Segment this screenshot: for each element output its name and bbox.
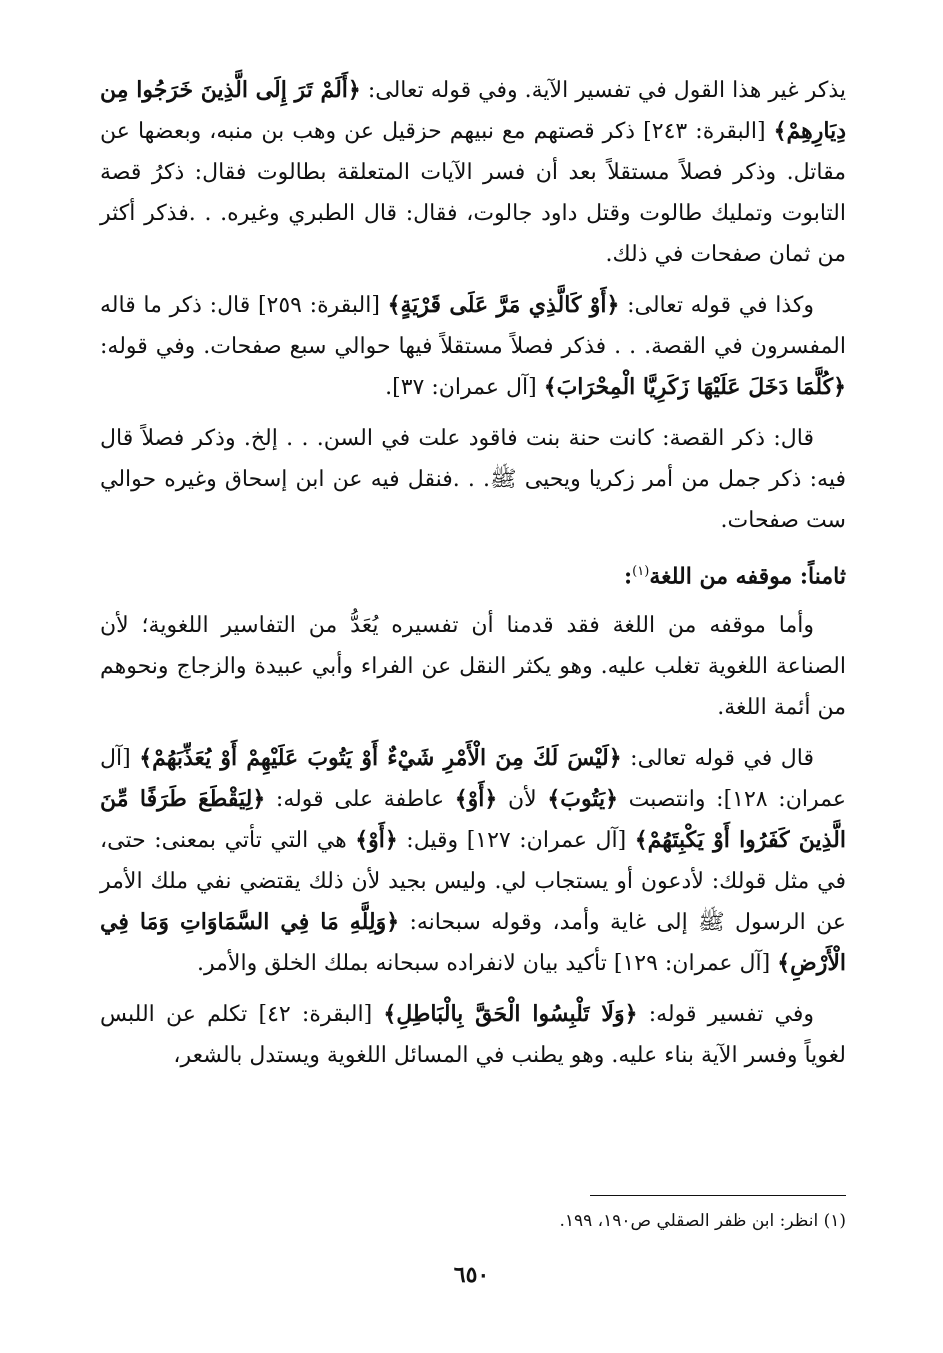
paragraph-3 <box>100 418 846 541</box>
paragraph-text: [البقرة: ٢٥٩] قال: ذكر ما قاله المفسرون في القصة. . . فذكر فصلاً مستقلاً فيها حوالي سبع صفحات. وفي قوله: <box>100 293 846 359</box>
quran-verse: ﴿لَيْسَ لَكَ مِنَ الْأَمْرِ شَيْءٌ أَوْ يَتُوبَ عَلَيْهِمْ أَوْ يُعَذِّبَهُمْ﴾ <box>139 745 622 772</box>
paragraph-6 <box>100 738 846 984</box>
paragraph-text: هي التي تأتي بمعنى: حتى، في مثل قولك: لأدعون أو يستجاب لي. وليس بجيد لأن ذلك يقتضي نفي ملك الأمر عن الرسول ﷺ إلى غاية وأمد، وقوله سبحانه: <box>100 828 846 936</box>
paragraph-text: [آل عمران: ١٢٧] وقيل: <box>397 828 635 854</box>
quran-verse: ﴿يَتُوبَ﴾ <box>547 786 618 813</box>
paragraph-text: وفي تفسير قوله: <box>637 1002 815 1028</box>
section-heading <box>100 551 846 597</box>
paragraph-text: وأما موقفه من اللغة فقد قدمنا أن تفسيره يُعَدُّ من التفاسير اللغوية؛ لأن الصناعة اللغوية تغلب عليه. وهو يكثر النقل عن الفراء وأبي عبيدة والزجاج ونحوهم من أئمة اللغة. <box>100 613 846 721</box>
paragraph-text: [البقرة: ٢٤٣] ذكر قصتهم مع نبيهم حزقيل عن وهب بن منبه، وبعضها عن مقاتل. وذكر فصلاً مستقلاً بعد أن فسر الآيات المتعلقة بطالوت فقال: ذكرُ قصة التابوت وتمليك طالوت وقتل داود جالوت، فقال: قال الطبري وغيره. . .فذكر أكثر من ثمان صفحات في ذلك. <box>100 119 846 267</box>
footnote-separator <box>590 1195 846 1196</box>
paragraph-text: قال في قوله تعالى: <box>621 746 814 772</box>
footnote-reference[interactable]: (١) <box>632 564 650 579</box>
page-number: ٦٥٠ <box>453 1262 490 1288</box>
quran-verse: ﴿أَوْ﴾ <box>454 786 498 813</box>
paragraph-text: وكذا في قوله تعالى: <box>619 293 815 318</box>
quran-verse: ﴿لِيَقْطَعَ طَرَفًا مِّنَ الَّذِينَ كَفَرُوا أَوْ يَكْبِتَهُمْ﴾ <box>100 786 846 854</box>
paragraph-text: لأن <box>497 787 548 813</box>
paragraph-5 <box>100 605 846 728</box>
paragraph-text: [آل عمران: ١٢٩] تأكيد بيان لانفراده سبحانه بملك الخلق والأمر. <box>197 951 778 977</box>
quran-verse: ﴿أَوْ﴾ <box>355 827 398 854</box>
quran-verse: ﴿أَلَمْ تَرَ إِلَى الَّذِينَ خَرَجُوا مِن دِيَارِهِمْ﴾ <box>100 77 846 144</box>
section-heading-text: ثامناً: موقفه من اللغة <box>649 563 846 590</box>
quran-verse: ﴿أَوْ كَالَّذِي مَرَّ عَلَى قَرْيَةٍ﴾ <box>387 292 620 318</box>
paragraph-text: [آل عمران: ١٢٨]: وانتصبت <box>100 746 846 813</box>
paragraph-7 <box>100 994 846 1076</box>
paragraph-text: [البقرة: ٤٢] تكلم عن اللبس لغوياً وفسر الآية بناء عليه. وهو يطنب في المسائل اللغوية ويستدل بالشعر، <box>100 1002 846 1069</box>
paragraph-text: [آل عمران: ٣٧]. <box>385 375 544 400</box>
footnote: (١) انظر: ابن ظفر الصقلي ص١٩٠، ١٩٩. <box>559 1211 846 1231</box>
paragraph-text: يذكر غير هذا القول في تفسير الآية. وفي قوله تعالى: <box>360 78 846 103</box>
paragraph-text: قال: ذكر القصة: كانت حنة بنت فاقود علت في السن. . . إلخ. وذكر فصلاً قال فيه: ذكر جمل من أمر زكريا ويحيى ﷺ. . .فنقل فيه عن ابن إسحاق وغيره حوالي ست صفحات. <box>100 426 846 533</box>
quran-verse: ﴿كُلَّمَا دَخَلَ عَلَيْهَا زَكَرِيَّا الْمِحْرَابَ﴾ <box>543 374 846 400</box>
section-heading-suffix: : <box>624 563 633 590</box>
paragraph-text: عاطفة على قوله: <box>265 787 455 813</box>
paragraph-1 <box>100 70 846 275</box>
quran-verse: ﴿وَلَا تَلْبِسُوا الْحَقَّ بِالْبَاطِلِ﴾ <box>383 1001 638 1028</box>
quran-verse: ﴿وَلِلَّهِ مَا فِي السَّمَاوَاتِ وَمَا فِي الْأَرْضِ﴾ <box>100 909 846 977</box>
paragraph-2 <box>100 285 846 408</box>
page-body <box>100 70 846 1086</box>
